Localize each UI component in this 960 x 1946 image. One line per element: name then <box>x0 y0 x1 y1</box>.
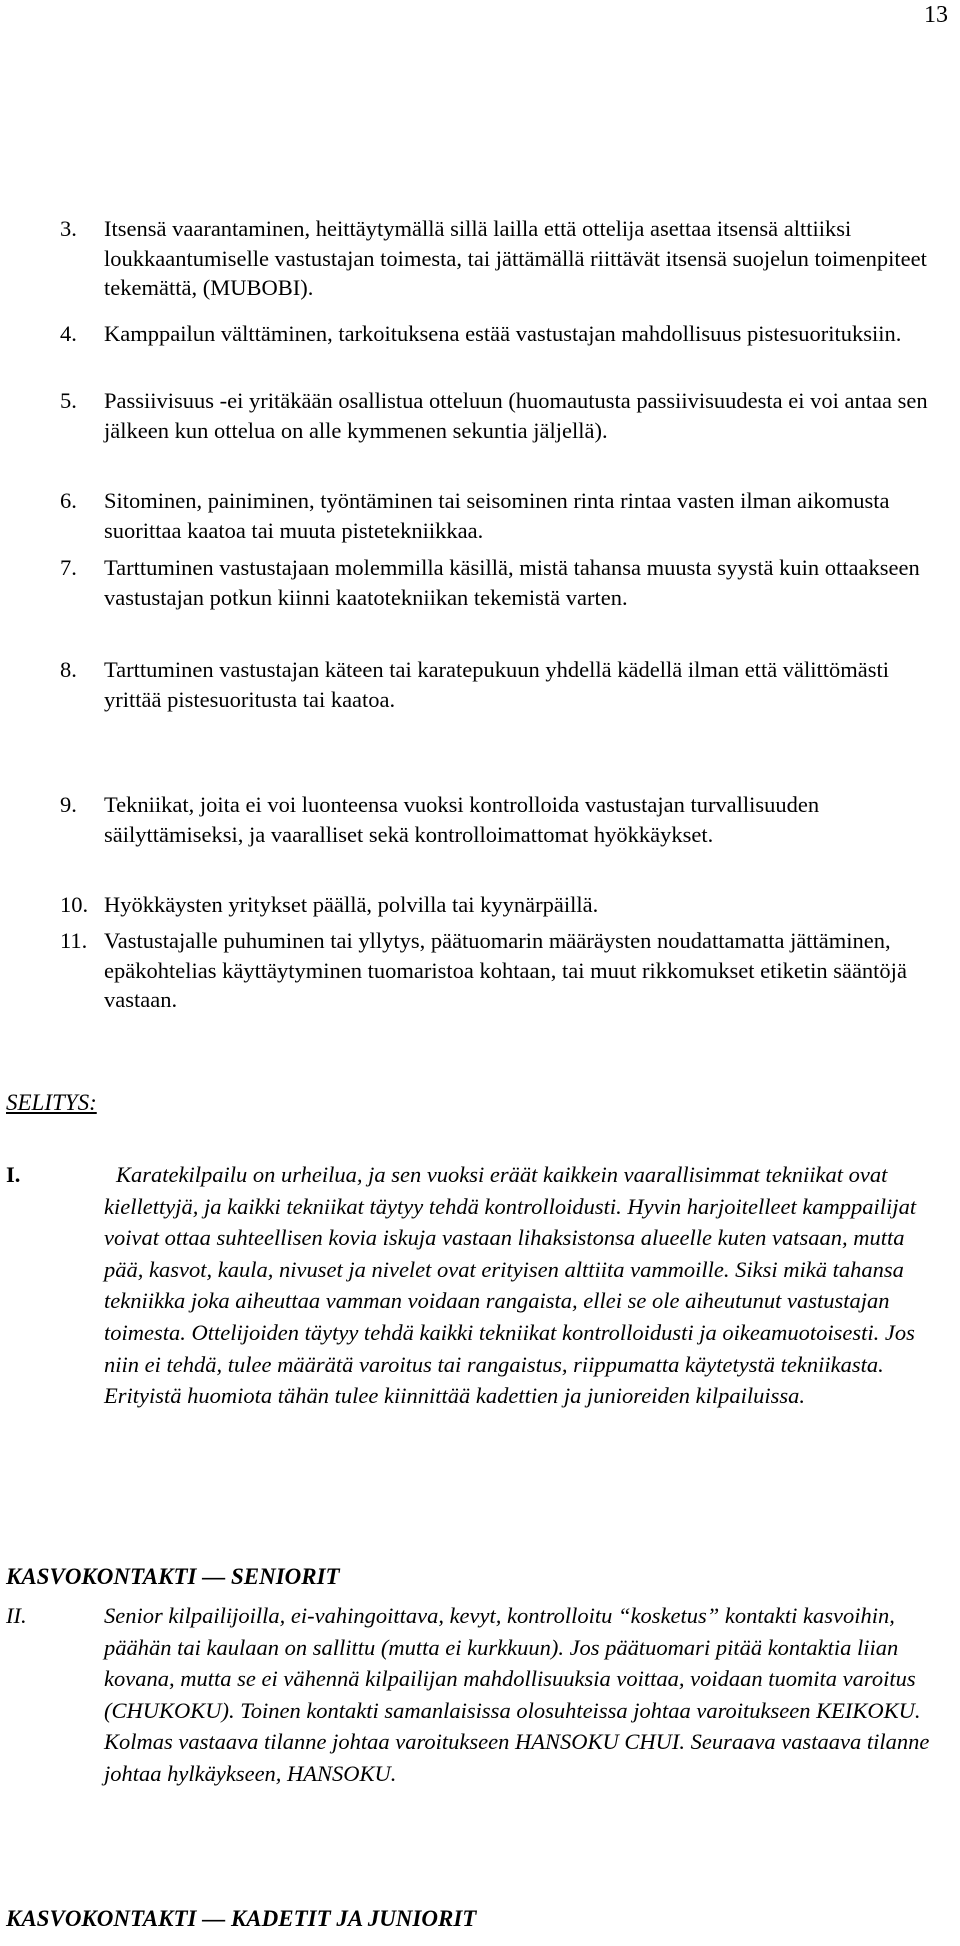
rule-text: Vastustajalle puhuminen tai yllytys, päätuomarin määräysten noudattamatta jättäminen, epäkohtelias käyttäytyminen tuomaristoa kohtaan, tai muut rikkomukset etiketin sääntöjä vastaan. <box>104 928 907 1012</box>
rule-5 <box>60 386 940 445</box>
rule-11 <box>60 926 940 1015</box>
rule-number: 4. <box>60 321 77 346</box>
rule-number: 6. <box>60 488 77 513</box>
rule-8 <box>60 655 940 714</box>
rule-number: 10. <box>60 892 89 917</box>
section-label: I. <box>6 1162 21 1187</box>
selitys-heading: SELITYS: <box>6 1090 97 1115</box>
rule-number: 3. <box>60 216 77 241</box>
rule-9 <box>60 790 940 849</box>
rule-number: 8. <box>60 657 77 682</box>
section-text: Karatekilpailu on urheilua, ja sen vuoksi eräät kaikkein vaarallisimmat tekniikat ovat kiellettyjä, ja kaikki tekniikat täytyy tehdä kontrolloidusti. Hyvin harjoitelleet kamppailijat voivat ottaa suhteellisen kovia iskuja vastaan lihaksistonsa alueelle kuten vatsaan, mutta pää, kasvot, kaula, nivuset ja nivelet ovat erityisen alttiita vammoille. Siksi mikä tahansa tekniikka joka aiheuttaa vamman voidaan rangaista, ellei se ole aiheutunut vastustajan toimesta. Ottelijoiden täytyy tehdä kaikki tekniikat kontrolloidusti ja oikeamuotoisesti. Jos niin ei tehdä, tulee määrätä varoitus tai rangaistus, riippumatta käytetystä tekniikasta. Erityistä huomiota tähän tulee kiinnittää kadettien ja junioreiden kilpailuissa. <box>104 1162 917 1409</box>
rule-text: Tarttuminen vastustajaan molemmilla käsillä, mistä tahansa muusta syystä kuin ottaakseen vastustajan potkun kiinni kaatotekniikan tekemistä varten. <box>104 555 920 610</box>
rule-number: 7. <box>60 555 77 580</box>
rule-text: Sitominen, painiminen, työntäminen tai seisominen rinta rintaa vasten ilman aikomusta suorittaa kaatoa tai muuta pistetekniikkaa. <box>104 488 890 543</box>
rule-4 <box>60 319 940 349</box>
rule-text: Tekniikat, joita ei voi luonteensa vuoksi kontrolloida vastustajan turvallisuuden säilyttämiseksi, ja vaaralliset sekä kontrolloimattomat hyökkäykset. <box>104 792 820 847</box>
heading-seniorit: KASVOKONTAKTI — SENIORIT <box>6 1564 340 1589</box>
section-ii <box>6 1600 946 1790</box>
rule-text: Itsensä vaarantaminen, heittäytymällä sillä lailla että ottelija asettaa itsensä alttiiksi loukkaantumiselle vastustajan toimesta, tai jättämällä riittävät itsensä suojelun toimenpiteet tekemättä, (MUBOBI). <box>104 216 927 300</box>
rule-text: Kamppailun välttäminen, tarkoituksena estää vastustajan mahdollisuus pistesuorituksiin. <box>104 321 902 346</box>
rule-text: Tarttuminen vastustajan käteen tai karatepukuun yhdellä kädellä ilman että välittömästi yrittää pistesuoritusta tai kaatoa. <box>104 657 890 712</box>
rule-7 <box>60 553 940 612</box>
heading-kadetit: KASVOKONTAKTI — KADETIT JA JUNIORIT <box>6 1906 477 1931</box>
rule-text: Passiivisuus -ei yritäkään osallistua otteluun (huomautusta passiivisuudesta ei voi antaa sen jälkeen kun ottelua on alle kymmenen sekuntia jäljellä). <box>104 388 928 443</box>
rule-text: Hyökkäysten yritykset päällä, polvilla tai kyynärpäillä. <box>104 892 599 917</box>
rule-10 <box>60 890 940 920</box>
rule-number: 11. <box>60 928 88 953</box>
page-number: 13 <box>924 2 948 28</box>
rule-3 <box>60 214 940 303</box>
section-text: Senior kilpailijoilla, ei-vahingoittava, kevyt, kontrolloitu “kosketus” kontakti kasvoihin, päähän tai kaulaan on sallittu (mutta ei kurkkuun). Jos päätuomari pitää kontaktia liian kovana, mutta se ei vähennä kilpailijan mahdollisuuksia voittaa, voidaan tuomita varoitus (CHUKOKU). Toinen kontakti samanlaisissa olosuhteissa johtaa varoitukseen KEIKOKU. Kolmas vastaava tilanne johtaa varoitukseen HANSOKU CHUI. Seuraava vastaava tilanne johtaa hylkäykseen, HANSOKU. <box>104 1603 930 1786</box>
rule-number: 5. <box>60 388 77 413</box>
section-label: II. <box>6 1603 27 1628</box>
rule-number: 9. <box>60 792 77 817</box>
section-i <box>6 1159 946 1412</box>
rule-6 <box>60 486 940 545</box>
